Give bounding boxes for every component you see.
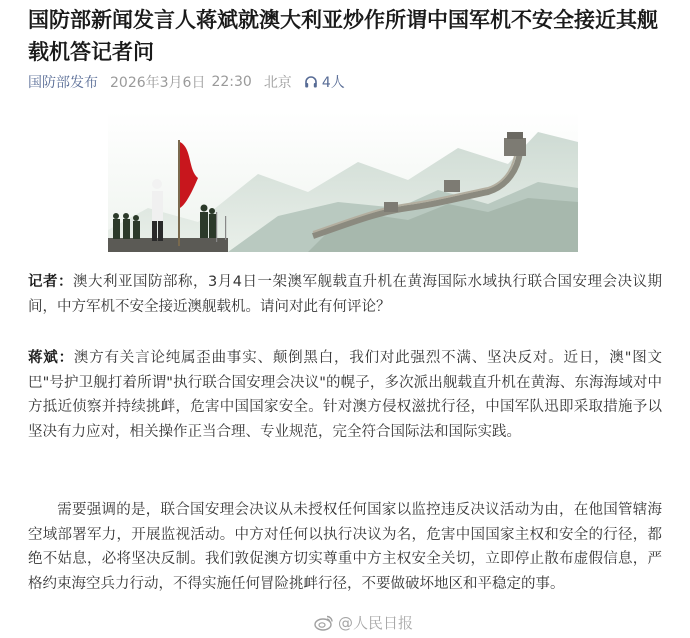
speaker-label: 蒋斌： <box>28 350 74 366</box>
publish-date: 2026年3月6日 <box>110 75 206 91</box>
paragraph-text: 需要强调的是，联合国安理会决议从未授权任何国家以监控违反决议活动为由，在他国管辖海空域部署军力，开展监视活动。中方对任何以执行决议为名，危害中国国家主权和安全的行径，都绝不姑息，必将坚决反制。我们敦促澳方切实尊重中方主权安全关切，立即停止散布虚假信息，严格约束海空兵力行动，不得实施任何冒险挑衅行径，不要做破坏地区和平稳定的事。 <box>28 502 662 592</box>
headphones-icon <box>304 75 318 89</box>
watermark <box>314 612 413 633</box>
paragraph-text: 澳大利亚国防部称，3月4日一架澳军舰载直升机在黄海国际水域执行联合国安理会决议期间，中方军机不安全接近澳舰载机。请问对此有何评论？ <box>28 274 663 315</box>
article-title: 国防部新闻发言人蒋斌就澳大利亚炒作所谓中国军机不安全接近其舰载机答记者问 <box>28 8 658 64</box>
publish-time: 22:30 <box>211 74 252 90</box>
weibo-logo-icon <box>314 614 334 631</box>
listen-button[interactable] <box>304 72 345 92</box>
watermark-text: @人民日报 <box>338 614 414 632</box>
article-paragraph <box>28 498 662 596</box>
article-paragraph <box>28 270 662 319</box>
speaker-label: 记者： <box>28 274 74 290</box>
paragraph-text: 澳方有关言论纯属歪曲事实、颠倒黑白，我们对此强烈不满、坚决反对。近日，澳"图文巴"号护卫舰打着所谓"执行联合国安理会决议"的幌子，多次派出舰载直升机在黄海、东海海域对中方抵近侦察并持续挑衅，危害中国国家安全。针对澳方侵权滋扰行径，中国军队迅即采取措施予以坚决有力应对，相关操作正当合理、专业规范，完全符合国际法和国际实践。 <box>28 350 662 440</box>
listener-count: 4人 <box>321 75 345 91</box>
publish-location: 北京 <box>263 75 292 91</box>
source-link[interactable]: 国防部发布 <box>28 75 98 91</box>
article-meta <box>28 72 345 92</box>
article-paragraph <box>28 346 662 444</box>
article-banner-image <box>108 112 578 252</box>
